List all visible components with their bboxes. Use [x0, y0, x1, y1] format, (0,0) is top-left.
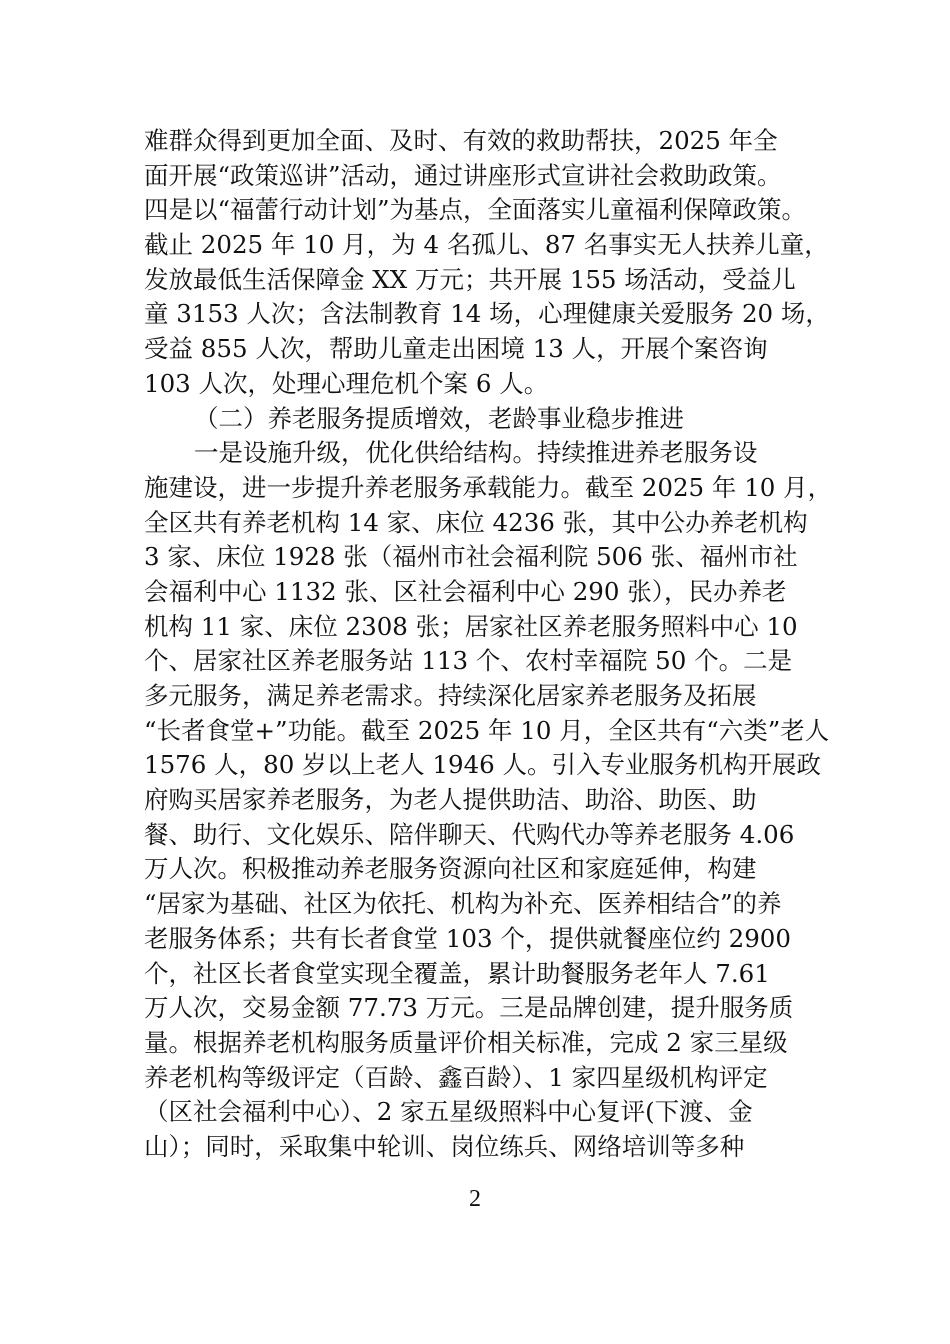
text-line: 发放最低生活保障金 XX 万元；共开展 155 场活动，受益儿: [144, 264, 796, 294]
text-line: 全区共有养老机构 14 家、床位 4236 张，其中公办养老机构: [144, 507, 808, 537]
text-line: 量。根据养老机构服务质量评价相关标准，完成 2 家三星级: [144, 1027, 788, 1057]
text-line: 1576 人，80 岁以上老人 1946 人。引入专业服务机构开展政: [144, 750, 822, 780]
text-line: “长者食堂+”功能。截至 2025 年 10 月，全区共有“六类”老人: [144, 715, 830, 745]
text-line: 截止 2025 年 10 月，为 4 名孤儿、87 名事实无人扶养儿童，: [144, 230, 829, 260]
text-line: 面开展“政策巡讲”活动，通过讲座形式宣讲社会救助政策。: [144, 160, 782, 190]
text-line: 老服务体系；共有长者食堂 103 个，提供就餐座位约 2900: [144, 923, 791, 953]
text-line: “居家为基础、社区为依托、机构为补充、医养相结合”的养: [144, 889, 782, 919]
paragraph-first-line: 一是设施升级，优化供给结构。持续推进养老服务设: [194, 438, 758, 468]
text-line: 机构 11 家、床位 2308 张；居家社区养老服务照料中心 10: [144, 611, 798, 641]
section-heading: （二）养老服务提质增效，老龄事业稳步推进: [194, 403, 684, 433]
text-line: 山）；同时，采取集中轮训、岗位练兵、网络培训等多种: [144, 1131, 745, 1161]
text-line: 童 3153 人次；含法制教育 14 场，心理健康关爱服务 20 场，: [144, 299, 830, 329]
text-line: 个，社区长者食堂实现全覆盖，累计助餐服务老年人 7.61: [144, 958, 770, 988]
page-number: 2: [469, 1186, 481, 1212]
text-line: 四是以“福蕾行动计划”为基点，全面落实儿童福利保障政策。: [144, 195, 807, 225]
text-line: 难群众得到更加全面、及时、有效的救助帮扶，2025 年全: [144, 126, 778, 155]
text-line: （区社会福利中心）、2 家五星级照料中心复评(下渡、金: [144, 1097, 753, 1127]
body-text: [144, 124, 834, 1165]
text-line: 养老机构等级评定（百龄、鑫百龄）、1 家四星级机构评定: [144, 1062, 768, 1092]
text-line: 府购买居家养老服务，为老人提供助洁、助浴、助医、助: [144, 785, 757, 815]
text-line: 受益 855 人次，帮助儿童走出困境 13 人，开展个案咨询: [144, 334, 768, 364]
text-line: 3 家、床位 1928 张（福州市社会福利院 506 张、福州市社: [144, 542, 798, 572]
text-line: 103 人次，处理心理危机个案 6 人。: [144, 368, 549, 398]
text-line: 万人次，交易金额 77.73 万元。三是品牌创建，提升服务质: [144, 993, 794, 1023]
text-line: 施建设，进一步提升养老服务承载能力。截至 2025 年 10 月，: [144, 472, 833, 502]
text-line: 多元服务，满足养老需求。持续深化居家养老服务及拓展: [144, 681, 757, 710]
text-line: 餐、助行、文化娱乐、陪伴聊天、代购代办等养老服务 4.06: [144, 819, 795, 849]
text-line: 个、居家社区养老服务站 113 个、农村幸福院 50 个。二是: [144, 646, 793, 676]
text-line: 会福利中心 1132 张、区社会福利中心 290 张），民办养老: [144, 576, 787, 606]
text-line: 万人次。积极推动养老服务资源向社区和家庭延伸，构建: [144, 854, 757, 884]
